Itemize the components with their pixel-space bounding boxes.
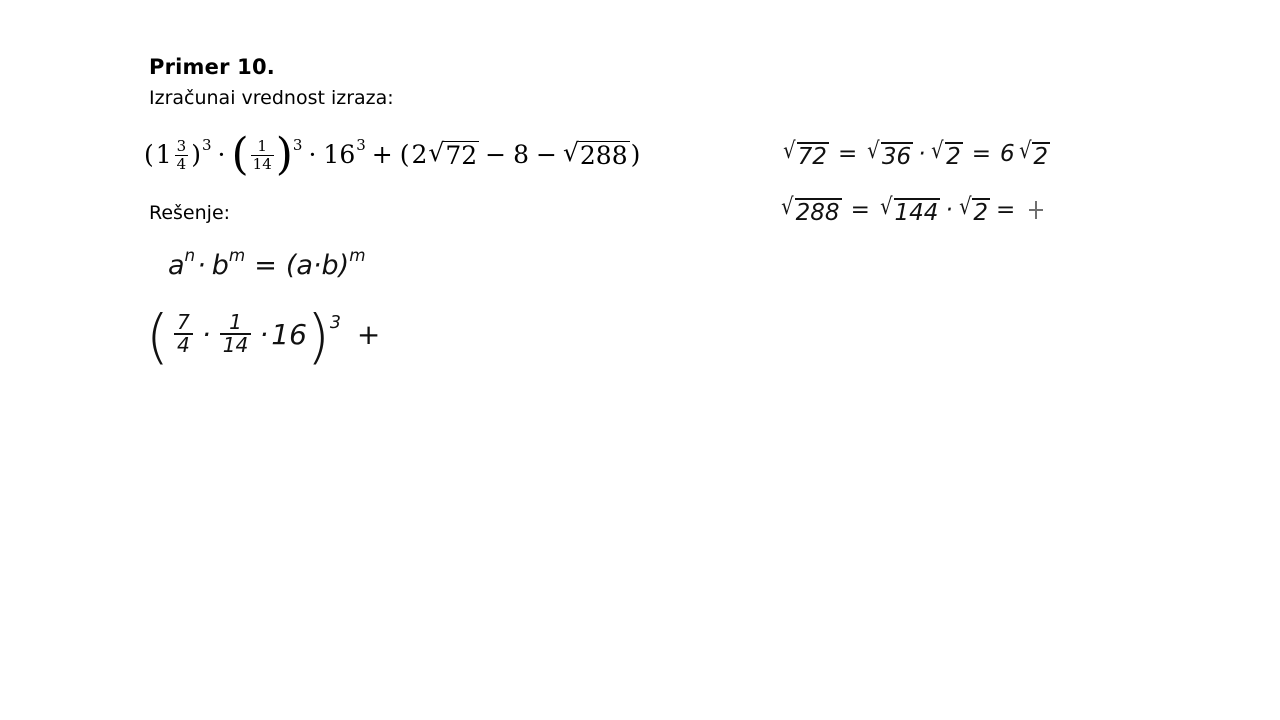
multiplication-dot-2: ·	[308, 139, 317, 169]
hw-coefficient-6: 6	[1000, 140, 1015, 167]
rule-result-exponent: m	[349, 245, 366, 266]
hw-sqrt-radicand-144: 144	[894, 200, 939, 226]
step-plus: +	[356, 317, 381, 351]
hw-sqrt-144	[879, 194, 941, 226]
rule-close-paren: )	[338, 250, 350, 281]
hw-equals-2a: =	[850, 196, 870, 223]
step-open-paren: (	[146, 301, 169, 371]
hw-sqrt-sign-3: √	[931, 138, 945, 164]
hw-sqrt-sign-2: √	[867, 138, 880, 164]
hw-equals-2b: =	[996, 196, 1016, 223]
expression-open-paren-2: (	[399, 139, 410, 169]
rule-base-a: a	[168, 250, 185, 281]
hw-sqrt-2-c	[958, 194, 990, 226]
coefficient-2: 2	[411, 139, 428, 169]
big-open-paren: (	[231, 129, 249, 181]
step-sixteen: 16	[271, 317, 307, 351]
mixed-number-fraction	[175, 138, 189, 171]
rule-product-ab: a·b	[296, 250, 339, 281]
big-close-paren: )	[275, 129, 293, 181]
step-fraction-2-denominator: 14	[220, 333, 252, 356]
hw-sqrt-sign-7: √	[958, 194, 972, 220]
hw-sqrt-radicand-72: 72	[797, 144, 827, 170]
hw-sqrt-sign-5: √	[781, 194, 794, 220]
rule-dot: ·	[197, 250, 206, 281]
mixed-number-whole: 1	[155, 139, 172, 169]
mixed-number-denominator: 4	[176, 154, 187, 173]
minus-sign-2: −	[536, 139, 557, 169]
sqrt-288	[562, 137, 630, 170]
hw-sqrt-288	[780, 194, 842, 226]
rule-open-paren: (	[285, 250, 297, 281]
hw-sqrt-radicand-2a: 2	[946, 144, 961, 170]
hw-sqrt-radicand-36: 36	[881, 144, 912, 170]
step-fraction-1-denominator: 4	[174, 333, 193, 356]
fraction-2-denominator: 14	[252, 154, 272, 173]
hw-sqrt-radicand-2b: 2	[1033, 144, 1048, 170]
task-instruction: Izračunai vrednost izraza:	[149, 87, 394, 109]
step-fraction-1	[174, 312, 193, 356]
sqrt-sign-1: √	[428, 137, 445, 167]
hw-sqrt-2-b	[1018, 138, 1050, 170]
hw-sqrt-2-a	[930, 138, 962, 170]
handwritten-step-1	[146, 301, 381, 371]
handwritten-sqrt72-work	[782, 138, 1050, 170]
hw-dot-1: ·	[918, 140, 926, 167]
hw-equals-1b: =	[971, 140, 992, 167]
hw-sqrt-72	[782, 138, 829, 170]
hw-dot-2: ·	[945, 196, 953, 223]
expression-open-paren: (	[144, 139, 154, 169]
exponent-2: 3	[292, 136, 303, 154]
hw-sqrt-sign-1: √	[783, 138, 796, 164]
minus-sign-1: −	[485, 139, 507, 169]
rule-exponent-a: n	[184, 245, 196, 266]
plus-sign: +	[371, 139, 393, 169]
mixed-number-numerator: 3	[176, 137, 187, 156]
step-fraction-1-numerator: 7	[176, 310, 190, 334]
step-exponent: 3	[329, 313, 341, 334]
fraction-2-numerator: 1	[257, 137, 267, 156]
hw-sqrt-radicand-288: 288	[795, 200, 840, 226]
text-cursor-icon	[1029, 201, 1043, 219]
page-title: Primer 10.	[149, 55, 275, 79]
hw-sqrt-sign-4: √	[1018, 138, 1032, 164]
rule-base-b: b	[211, 250, 229, 281]
term-8: 8	[513, 139, 530, 169]
expression-close-paren-1: )	[191, 139, 201, 169]
step-close-paren: )	[306, 301, 330, 371]
sqrt-radicand-72: 72	[445, 140, 478, 170]
exponent-3: 3	[356, 136, 366, 154]
sqrt-sign-2: √	[562, 137, 579, 167]
hw-sqrt-radicand-2c: 2	[973, 200, 989, 226]
handwritten-power-rule	[168, 245, 366, 281]
step-fraction-2	[220, 312, 252, 356]
step-dot-2: ·	[259, 317, 269, 351]
solution-label: Rešenje:	[149, 202, 231, 224]
hw-sqrt-sign-6: √	[879, 194, 893, 220]
math-expression	[143, 128, 641, 180]
hw-equals-1a: =	[837, 140, 858, 167]
multiplication-dot-1: ·	[217, 139, 226, 169]
rule-exponent-b: m	[228, 245, 246, 266]
hw-sqrt-36	[866, 138, 913, 170]
fraction-2	[251, 138, 274, 171]
sqrt-72	[428, 137, 479, 170]
step-fraction-2-numerator: 1	[229, 310, 242, 334]
step-dot-1: ·	[201, 317, 211, 351]
rule-equals: =	[254, 250, 277, 281]
handwritten-sqrt288-work	[780, 194, 1043, 226]
sqrt-radicand-288: 288	[579, 140, 628, 170]
base-16: 16	[323, 139, 356, 169]
expression-close-paren-2: )	[630, 139, 641, 169]
exponent-1: 3	[201, 136, 212, 154]
